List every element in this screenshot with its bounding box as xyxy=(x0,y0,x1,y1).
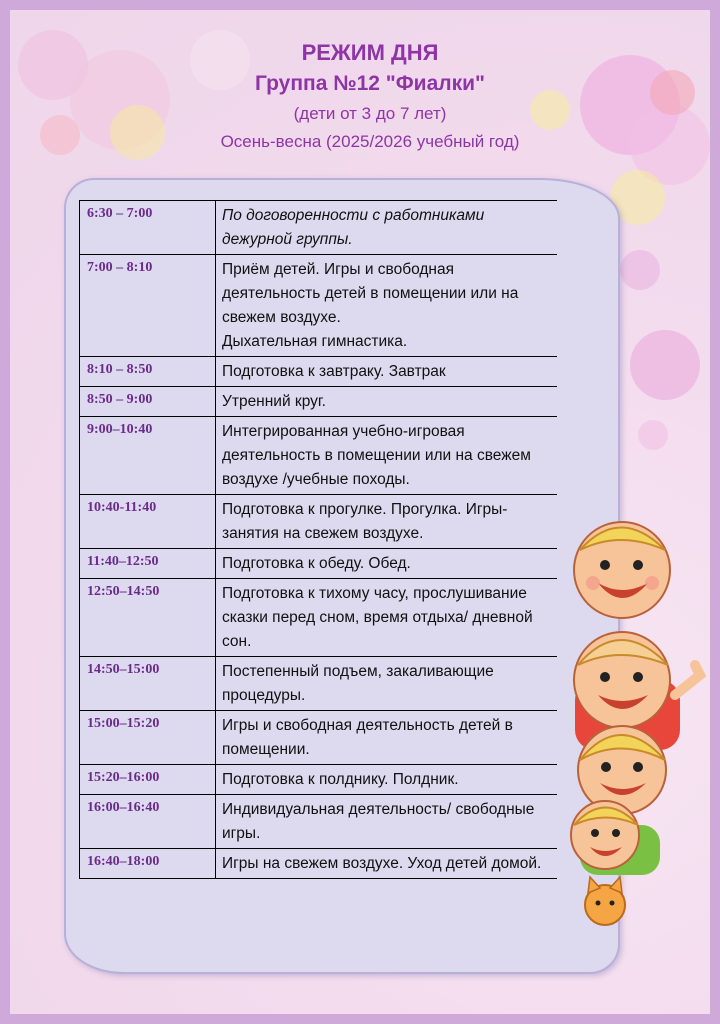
schedule-table xyxy=(79,200,557,879)
schedule-activity: По договоренности с работниками дежурной группы. xyxy=(216,201,558,255)
schedule-activity: Интегрированная учебно-игровая деятельность в помещении или на свежем воздухе /учебные походы. xyxy=(216,417,558,495)
child-face-icon xyxy=(571,801,660,875)
schedule-activity: Подготовка к завтраку. Завтрак xyxy=(216,357,558,387)
schedule-time: 14:50–15:00 xyxy=(80,657,216,711)
page-title: РЕЖИМ ДНЯ xyxy=(301,40,439,65)
season-label: Осень-весна (2025/2026 учебный год) xyxy=(220,132,520,151)
child-face-icon xyxy=(574,522,670,618)
schedule-row xyxy=(80,765,558,795)
schedule-row xyxy=(80,579,558,657)
schedule-row xyxy=(80,387,558,417)
cat-icon xyxy=(585,877,625,925)
decor-bubble xyxy=(638,420,668,450)
schedule-time: 11:40–12:50 xyxy=(80,549,216,579)
schedule-time: 8:10 – 8:50 xyxy=(80,357,216,387)
schedule-activity: Подготовка к полднику. Полдник. xyxy=(216,765,558,795)
schedule-row xyxy=(80,417,558,495)
schedule-row xyxy=(80,549,558,579)
schedule-time: 7:00 – 8:10 xyxy=(80,255,216,357)
schedule-activity: Постепенный подъем, закаливающие процедуры. xyxy=(216,657,558,711)
schedule-row xyxy=(80,357,558,387)
schedule-activity: Индивидуальная деятельность/ свободные игры. xyxy=(216,795,558,849)
group-name: Группа №12 "Фиалки" xyxy=(254,72,485,95)
header xyxy=(10,38,720,156)
decor-bubble xyxy=(620,250,660,290)
schedule-row xyxy=(80,495,558,549)
schedule-activity: Утренний круг. xyxy=(216,387,558,417)
children-illustration xyxy=(560,505,710,935)
schedule-time: 15:00–15:20 xyxy=(80,711,216,765)
schedule-activity: Игры и свободная деятельность детей в помещении. xyxy=(216,711,558,765)
schedule-row xyxy=(80,657,558,711)
schedule-time: 6:30 – 7:00 xyxy=(80,201,216,255)
schedule-time: 9:00–10:40 xyxy=(80,417,216,495)
schedule-row xyxy=(80,201,558,255)
schedule-time: 10:40-11:40 xyxy=(80,495,216,549)
schedule-time: 12:50–14:50 xyxy=(80,579,216,657)
schedule-activity: Приём детей. Игры и свободная деятельность детей в помещении или на свежем воздухе. Дыхательная гимнастика. xyxy=(216,255,558,357)
schedule-activity: Подготовка к обеду. Обед. xyxy=(216,549,558,579)
schedule-time: 16:40–18:00 xyxy=(80,849,216,879)
schedule-row xyxy=(80,849,558,879)
schedule-row xyxy=(80,711,558,765)
schedule-activity: Подготовка к прогулке. Прогулка. Игры- занятия на свежем воздухе. xyxy=(216,495,558,549)
schedule-activity: Подготовка к тихому часу, прослушивание сказки перед сном, время отдыха/ дневной сон. xyxy=(216,579,558,657)
age-range: (дети от 3 до 7 лет) xyxy=(293,104,447,123)
schedule-time: 8:50 – 9:00 xyxy=(80,387,216,417)
schedule-time: 15:20–16:00 xyxy=(80,765,216,795)
schedule-row xyxy=(80,795,558,849)
schedule-time: 16:00–16:40 xyxy=(80,795,216,849)
child-face-icon xyxy=(578,726,666,814)
schedule-activity: Игры на свежем воздухе. Уход детей домой. xyxy=(216,849,558,879)
decor-bubble xyxy=(630,330,700,400)
schedule-row xyxy=(80,255,558,357)
